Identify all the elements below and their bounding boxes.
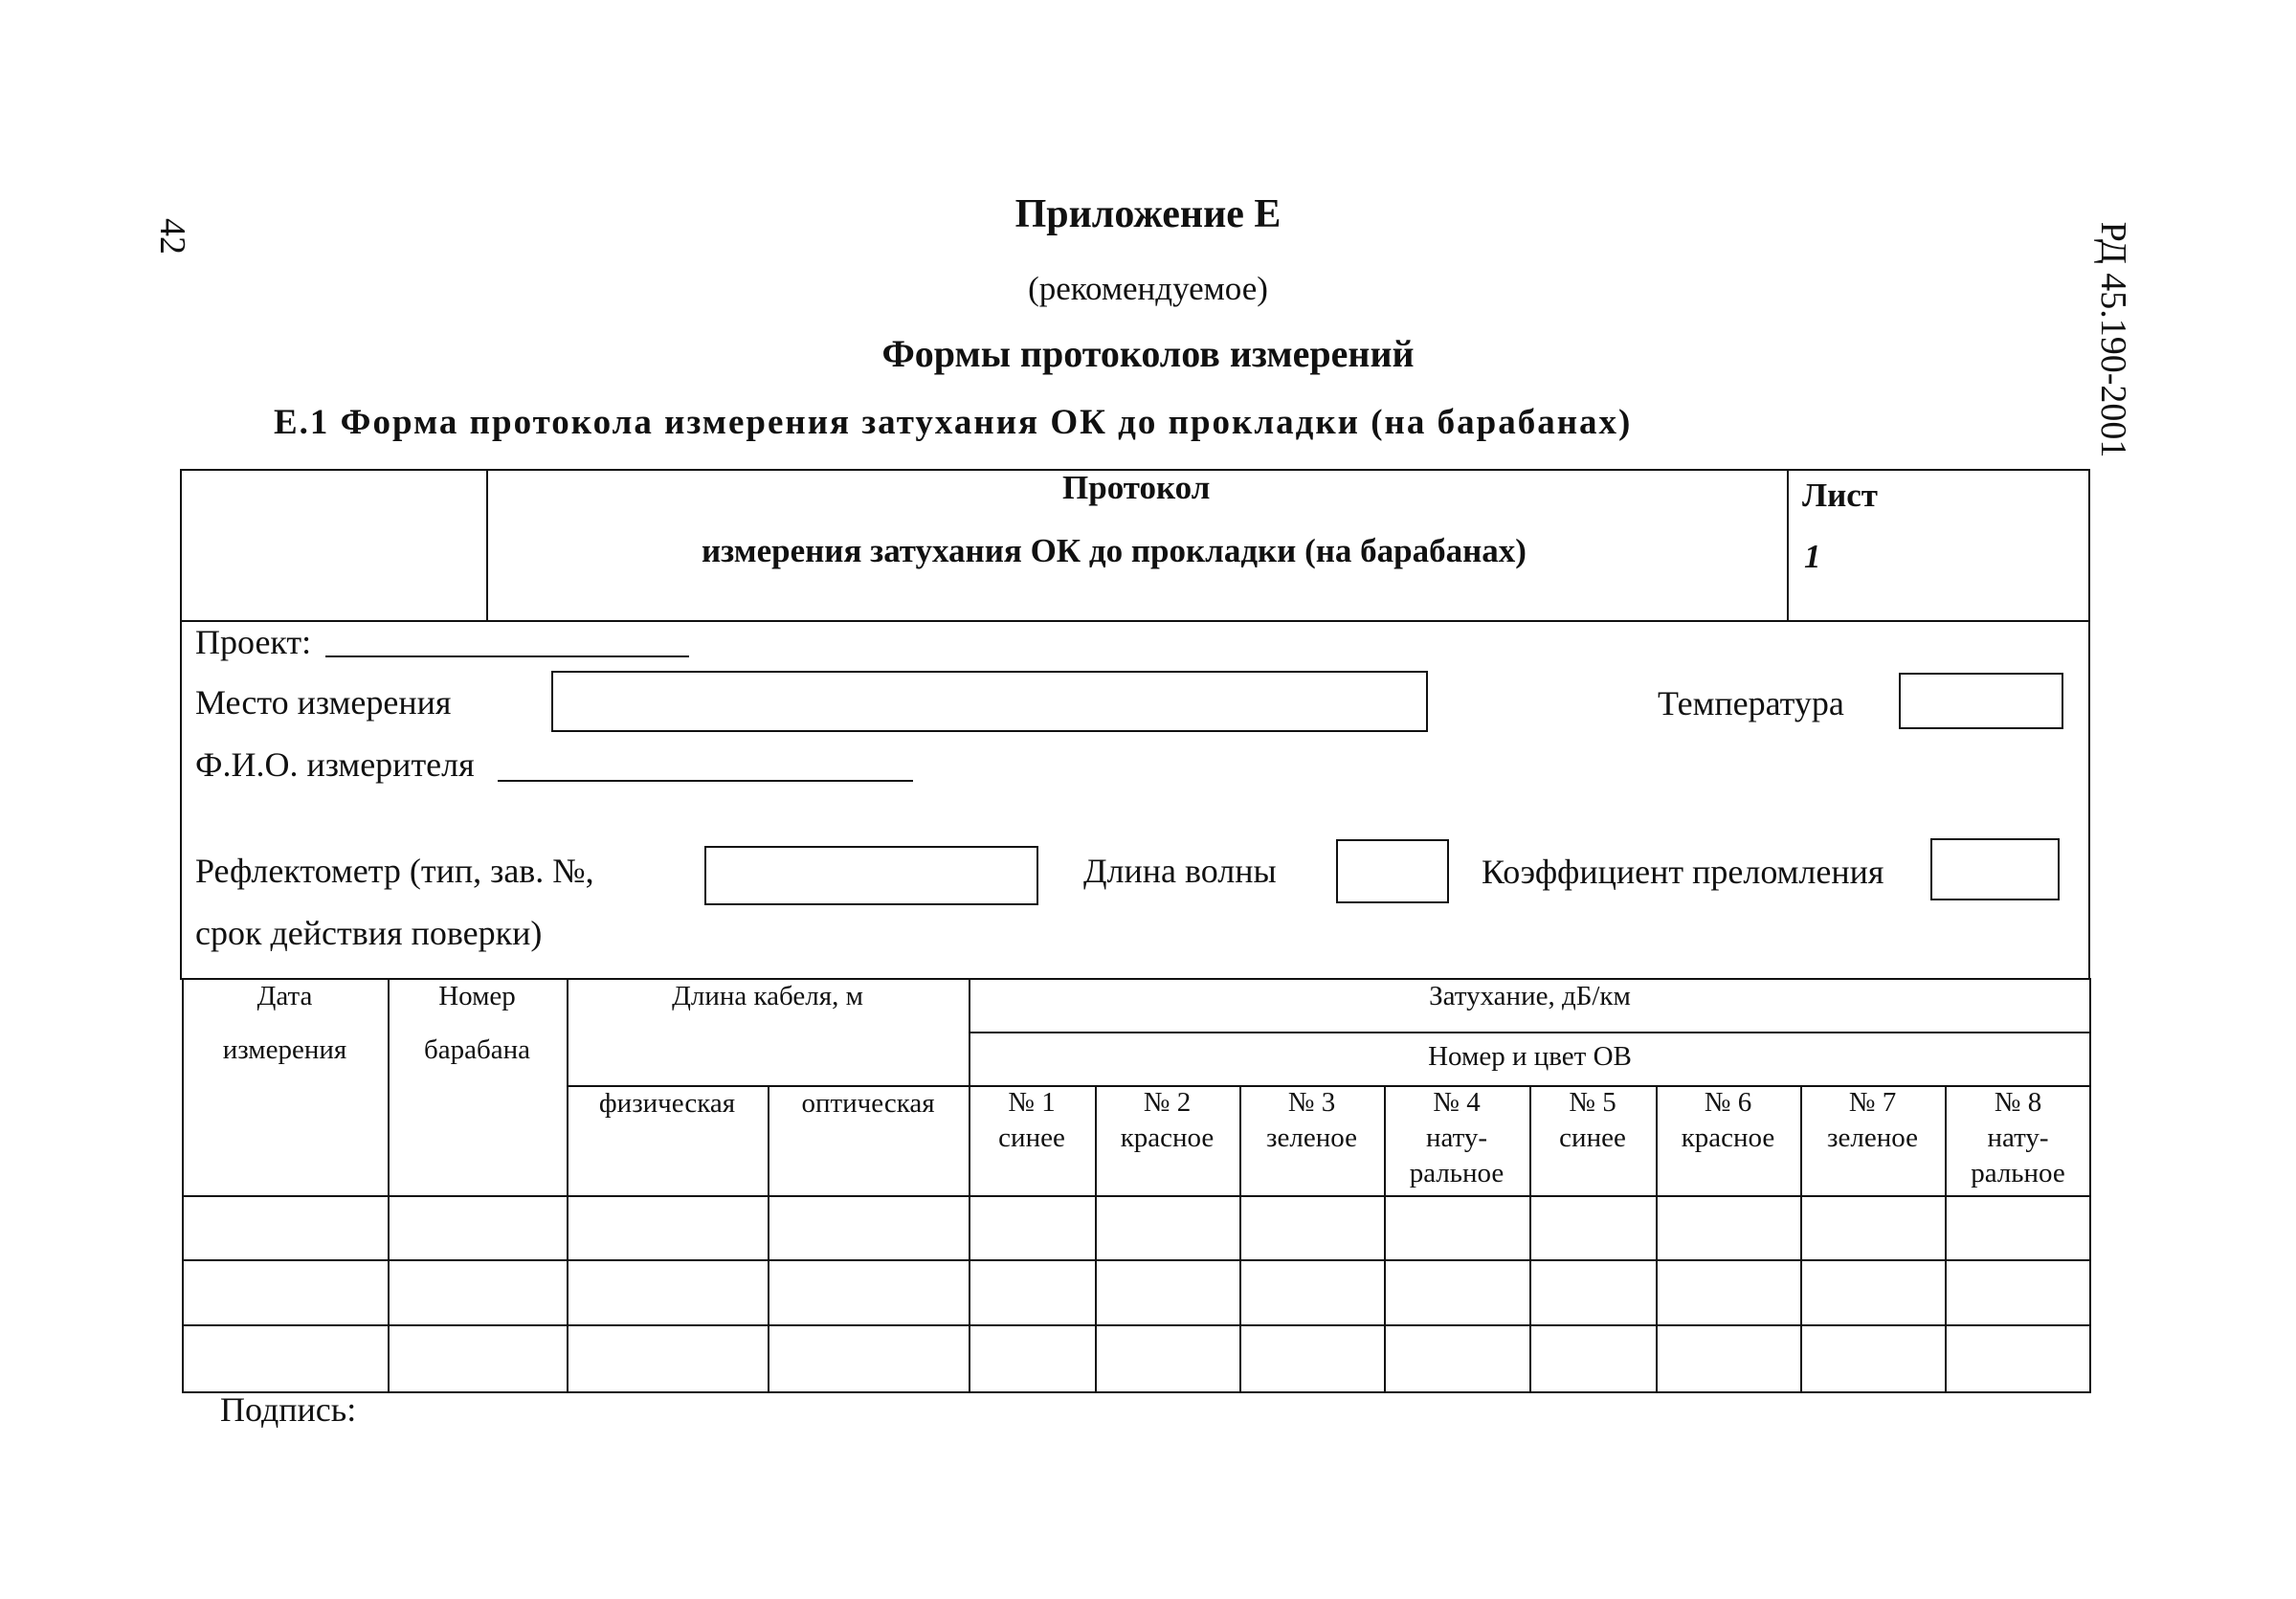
fiber-color: зеленое: [1266, 1122, 1357, 1153]
appendix-note: (рекомендуемое): [1028, 270, 1268, 307]
fiber-number: № 7: [1848, 1087, 1897, 1118]
date-header-line1: Дата: [256, 981, 313, 1011]
table-cell[interactable]: [771, 1263, 967, 1322]
header-divider-right: [1787, 469, 1789, 622]
fiber-col-header: [1529, 1085, 1656, 1156]
fiber-number: № 2: [1143, 1087, 1192, 1118]
page-number: 42: [152, 218, 192, 255]
fiber-col-header: [1095, 1085, 1239, 1156]
fiber-col-header: [1945, 1085, 2091, 1191]
fiber-color: зеленое: [1827, 1122, 1918, 1153]
protocol-title: Протокол: [1062, 469, 1211, 506]
temperature-field[interactable]: [1899, 673, 2063, 729]
project-label: Проект:: [195, 623, 312, 661]
fiber-col-header: [1800, 1085, 1945, 1156]
date-header: [182, 978, 388, 1068]
row-line-2: [182, 1324, 2091, 1326]
table-cell[interactable]: [570, 1328, 766, 1391]
operator-label: Ф.И.О. измерителя: [195, 745, 475, 784]
document-code: РД 45.190-2001: [2093, 221, 2133, 458]
table-cell[interactable]: [771, 1199, 967, 1257]
table-cell[interactable]: [1660, 1199, 1798, 1257]
fiber-color: синее: [998, 1122, 1065, 1153]
fiber-color-cont: ральное: [1971, 1158, 2065, 1188]
table-cell[interactable]: [972, 1263, 1093, 1322]
table-cell[interactable]: [391, 1199, 565, 1257]
drum-header-line2: барабана: [423, 1034, 530, 1065]
table-cell[interactable]: [570, 1199, 766, 1257]
wavelength-label: Длина волны: [1083, 852, 1277, 890]
table-cell[interactable]: [771, 1328, 967, 1391]
fiber-number: № 3: [1287, 1087, 1336, 1118]
fiber-number: № 8: [1994, 1087, 2042, 1118]
table-cell[interactable]: [1949, 1199, 2089, 1257]
temperature-label: Температура: [1658, 684, 1844, 722]
appendix-title: Приложение Е: [1014, 192, 1282, 236]
length-header: Длина кабеля, м: [672, 981, 863, 1011]
table-cell[interactable]: [1533, 1199, 1654, 1257]
fiber-number: № 4: [1433, 1087, 1481, 1118]
fiber-color-cont: ральное: [1409, 1158, 1505, 1188]
table-cell[interactable]: [186, 1263, 386, 1322]
table-cell[interactable]: [1243, 1199, 1382, 1257]
reflectometer-field[interactable]: [704, 846, 1038, 905]
table-cell[interactable]: [1660, 1263, 1798, 1322]
table-cell[interactable]: [1388, 1263, 1527, 1322]
fiber-color: нату-: [1425, 1122, 1488, 1153]
sheet-number: 1: [1804, 538, 1821, 575]
fiber-col-header: [1239, 1085, 1384, 1156]
fiber-color: красное: [1120, 1122, 1215, 1153]
row-line-1: [182, 1259, 2091, 1261]
col-line-drum: [567, 978, 568, 1393]
refraction-label: Коэффициент преломления: [1482, 853, 1884, 891]
refraction-field[interactable]: [1930, 838, 2060, 900]
header-bottom-line: [182, 1195, 2091, 1197]
fiber-color: синее: [1559, 1122, 1626, 1153]
table-cell[interactable]: [1533, 1263, 1654, 1322]
table-cell[interactable]: [1099, 1263, 1237, 1322]
fiber-header: Номер и цвет ОВ: [1428, 1041, 1632, 1072]
table-cell[interactable]: [1243, 1263, 1382, 1322]
section-title: Е.1 Форма протокола измерения затухания ОК до прокладки (на барабанах): [274, 403, 1633, 442]
table-cell[interactable]: [1804, 1328, 1943, 1391]
table-cell[interactable]: [972, 1328, 1093, 1391]
fiber-number: № 5: [1569, 1087, 1616, 1118]
table-cell[interactable]: [1804, 1263, 1943, 1322]
fiber-col-header: [1384, 1085, 1529, 1191]
table-cell[interactable]: [972, 1199, 1093, 1257]
table-cell[interactable]: [391, 1328, 565, 1391]
wavelength-field[interactable]: [1336, 839, 1449, 903]
place-field[interactable]: [551, 671, 1428, 732]
table-cell[interactable]: [1804, 1199, 1943, 1257]
fiber-col-header: [969, 1085, 1095, 1156]
length-physical-header: физическая: [598, 1088, 736, 1119]
fiber-color: красное: [1681, 1122, 1775, 1153]
table-cell[interactable]: [1949, 1263, 2089, 1322]
attenuation-header: Затухание, дБ/км: [1429, 981, 1631, 1011]
operator-field[interactable]: [502, 744, 909, 779]
forms-title: Формы протоколов измерений: [881, 332, 1415, 375]
signature-label: Подпись:: [220, 1390, 357, 1429]
table-cell[interactable]: [1099, 1199, 1237, 1257]
reflectometer-label-1: Рефлектометр (тип, зав. №,: [195, 852, 594, 890]
drum-header: [388, 978, 567, 1068]
table-cell[interactable]: [1388, 1199, 1527, 1257]
drum-header-line1: Номер: [438, 981, 516, 1011]
table-cell[interactable]: [570, 1263, 766, 1322]
table-cell[interactable]: [1949, 1328, 2089, 1391]
fiber-col-header: [1656, 1085, 1800, 1156]
reflectometer-label-2: срок действия поверки): [195, 914, 543, 952]
fiber-number: № 1: [1008, 1087, 1056, 1118]
fiber-color: нату-: [1987, 1122, 2049, 1153]
table-cell[interactable]: [1533, 1328, 1654, 1391]
table-cell[interactable]: [186, 1199, 386, 1257]
place-label: Место измерения: [195, 683, 452, 722]
date-header-line2: измерения: [222, 1034, 347, 1065]
sheet-label: Лист: [1802, 477, 1878, 514]
fiber-number: № 6: [1704, 1087, 1752, 1118]
table-cell[interactable]: [391, 1263, 565, 1322]
header-divider-left: [486, 469, 488, 622]
protocol-subtitle: измерения затухания ОК до прокладки (на барабанах): [702, 532, 1527, 569]
operator-underline: [498, 780, 913, 782]
project-underline: [325, 655, 689, 657]
length-optical-header: оптическая: [801, 1088, 935, 1119]
table-cell[interactable]: [1388, 1328, 1527, 1391]
project-field[interactable]: [330, 622, 684, 655]
table-cell[interactable]: [186, 1328, 386, 1391]
table-cell[interactable]: [1243, 1328, 1382, 1391]
table-cell[interactable]: [1099, 1328, 1237, 1391]
col-line-physical: [768, 1085, 769, 1393]
table-cell[interactable]: [1660, 1328, 1798, 1391]
